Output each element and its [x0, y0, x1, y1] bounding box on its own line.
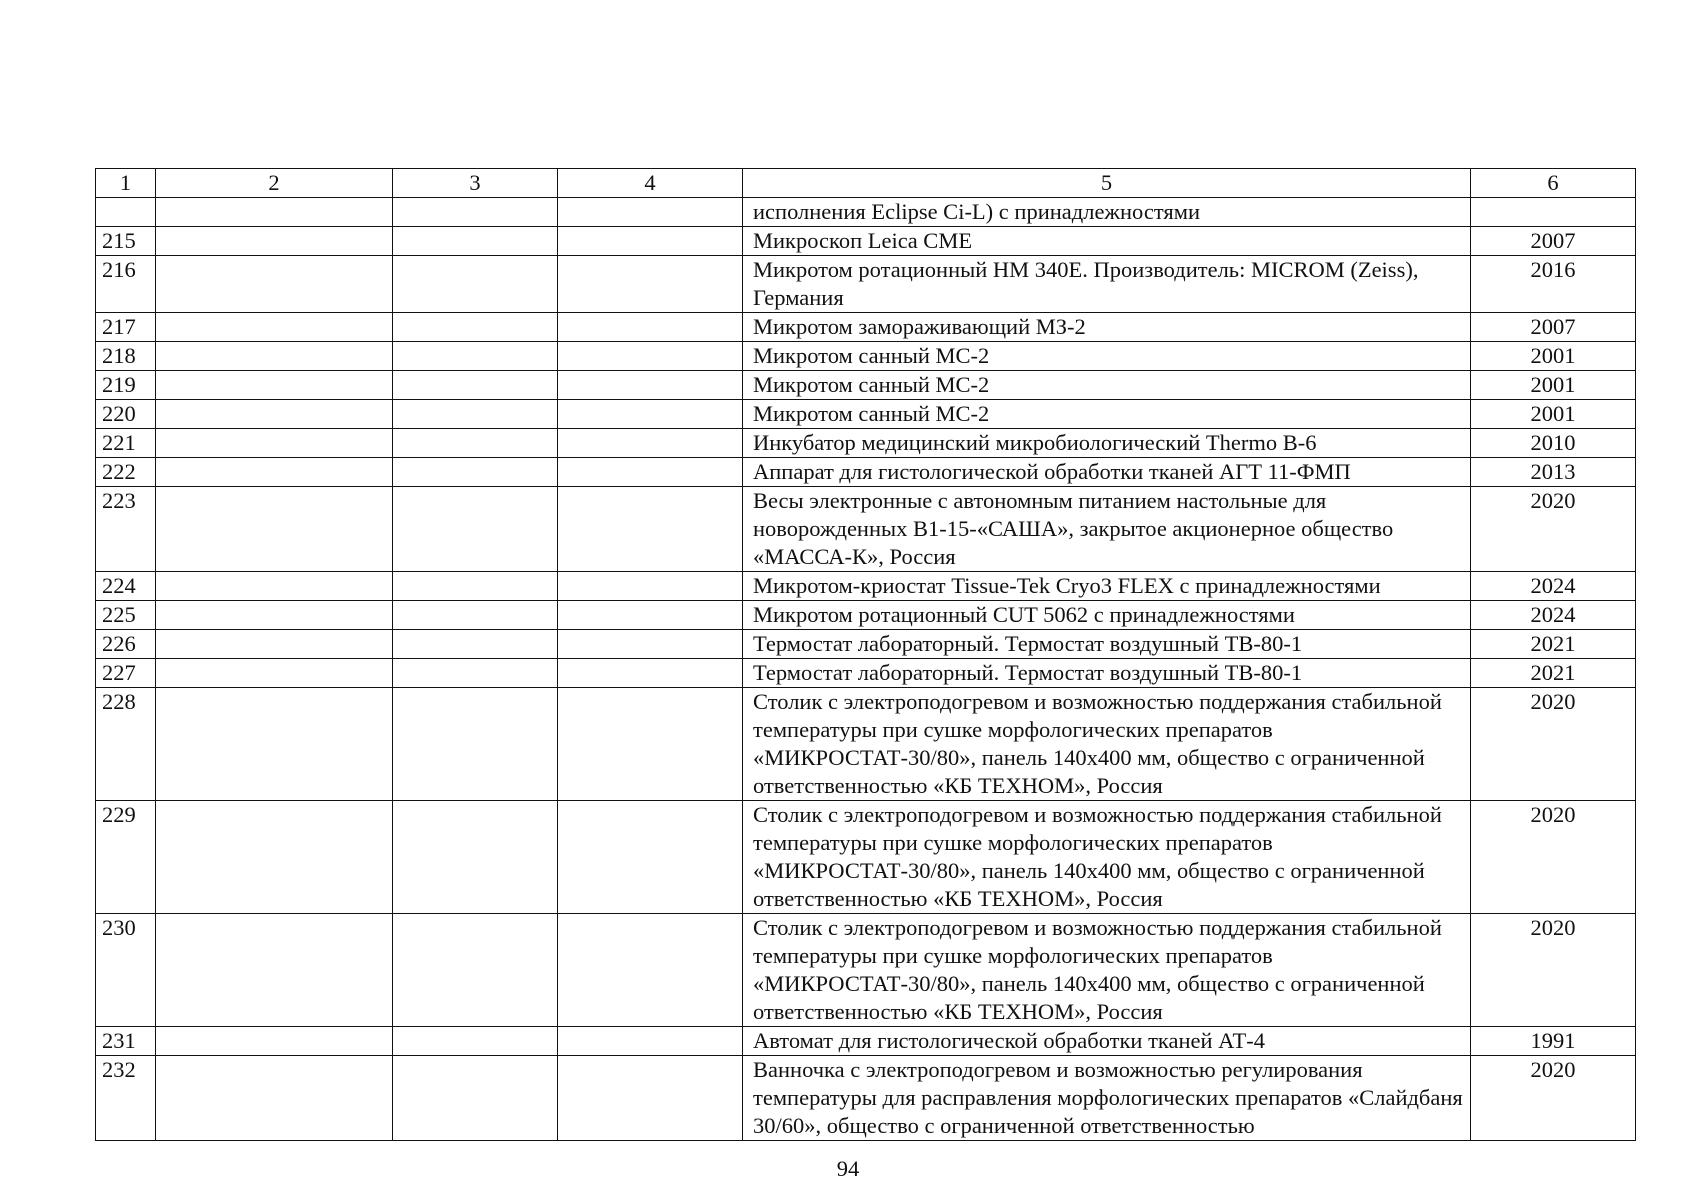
year-of-manufacture: 2020 [1471, 914, 1636, 1027]
cell-col-4 [558, 198, 743, 227]
row-number: 215 [96, 227, 156, 256]
cell-col-2 [156, 227, 393, 256]
year-of-manufacture: 2007 [1471, 313, 1636, 342]
cell-col-2 [156, 1027, 393, 1056]
cell-col-3 [393, 1027, 558, 1056]
cell-col-4 [558, 313, 743, 342]
row-number: 230 [96, 914, 156, 1027]
cell-col-3 [393, 601, 558, 630]
cell-col-3 [393, 371, 558, 400]
year-of-manufacture: 2021 [1471, 659, 1636, 688]
year-of-manufacture: 2020 [1471, 688, 1636, 801]
table-row [96, 1056, 1636, 1141]
year-of-manufacture: 2001 [1471, 371, 1636, 400]
column-header-5: 5 [743, 169, 1471, 198]
cell-col-2 [156, 371, 393, 400]
equipment-name: Автомат для гистологической обработки тканей АТ-4 [743, 1027, 1471, 1056]
table-row [96, 630, 1636, 659]
equipment-name: исполнения Eclipse Ci-L) с принадлежностями [743, 198, 1471, 227]
year-of-manufacture: 2010 [1471, 429, 1636, 458]
cell-col-2 [156, 198, 393, 227]
table-row [96, 313, 1636, 342]
table-row [96, 659, 1636, 688]
cell-col-2 [156, 400, 393, 429]
column-header-3: 3 [393, 169, 558, 198]
cell-col-4 [558, 659, 743, 688]
equipment-name: Микроскоп Leica CME [743, 227, 1471, 256]
table-row [96, 914, 1636, 1027]
cell-col-3 [393, 198, 558, 227]
row-number [96, 198, 156, 227]
cell-col-3 [393, 227, 558, 256]
year-of-manufacture: 2021 [1471, 630, 1636, 659]
year-of-manufacture: 2020 [1471, 801, 1636, 914]
cell-col-3 [393, 572, 558, 601]
cell-col-2 [156, 256, 393, 313]
year-of-manufacture: 2001 [1471, 400, 1636, 429]
year-of-manufacture: 2024 [1471, 572, 1636, 601]
cell-col-3 [393, 630, 558, 659]
column-header-6: 6 [1471, 169, 1636, 198]
equipment-name: Термостат лабораторный. Термостат воздушный ТВ-80-1 [743, 630, 1471, 659]
cell-col-4 [558, 601, 743, 630]
table-row [96, 198, 1636, 227]
year-of-manufacture: 2013 [1471, 458, 1636, 487]
year-of-manufacture: 2020 [1471, 487, 1636, 572]
column-header-4: 4 [558, 169, 743, 198]
cell-col-4 [558, 342, 743, 371]
cell-col-2 [156, 801, 393, 914]
cell-col-2 [156, 572, 393, 601]
cell-col-4 [558, 1027, 743, 1056]
equipment-name: Микротом санный МС-2 [743, 400, 1471, 429]
table-row [96, 342, 1636, 371]
column-header-1: 1 [96, 169, 156, 198]
cell-col-3 [393, 487, 558, 572]
row-number: 220 [96, 400, 156, 429]
cell-col-3 [393, 688, 558, 801]
equipment-name: Ванночка с электроподогревом и возможностью регулирования температуры для расправления морфологических препаратов «Слайдбаня 30/60», общество с ограниченной ответственностью [743, 1056, 1471, 1141]
cell-col-4 [558, 429, 743, 458]
year-of-manufacture: 2016 [1471, 256, 1636, 313]
equipment-name: Микротом замораживающий МЗ-2 [743, 313, 1471, 342]
equipment-name: Весы электронные с автономным питанием настольные для новорожденных В1-15-«САША», закрытое акционерное общество «МАССА-К», Россия [743, 487, 1471, 572]
cell-col-3 [393, 342, 558, 371]
column-header-2: 2 [156, 169, 393, 198]
cell-col-3 [393, 801, 558, 914]
cell-col-4 [558, 400, 743, 429]
year-of-manufacture: 2020 [1471, 1056, 1636, 1141]
row-number: 226 [96, 630, 156, 659]
row-number: 216 [96, 256, 156, 313]
cell-col-4 [558, 801, 743, 914]
cell-col-3 [393, 1056, 558, 1141]
year-of-manufacture: 1991 [1471, 1027, 1636, 1056]
year-of-manufacture: 2007 [1471, 227, 1636, 256]
cell-col-2 [156, 429, 393, 458]
cell-col-4 [558, 572, 743, 601]
table-row [96, 688, 1636, 801]
table-row [96, 487, 1636, 572]
cell-col-3 [393, 458, 558, 487]
equipment-table [95, 168, 1636, 1141]
table-row [96, 458, 1636, 487]
cell-col-3 [393, 659, 558, 688]
row-number: 227 [96, 659, 156, 688]
table-row [96, 1027, 1636, 1056]
cell-col-2 [156, 601, 393, 630]
row-number: 222 [96, 458, 156, 487]
year-of-manufacture: 2001 [1471, 342, 1636, 371]
cell-col-4 [558, 256, 743, 313]
cell-col-3 [393, 313, 558, 342]
cell-col-2 [156, 630, 393, 659]
cell-col-4 [558, 487, 743, 572]
equipment-name: Микротом-криостат Tissue-Tek Cryo3 FLEX с принадлежностями [743, 572, 1471, 601]
table-header-row [96, 169, 1636, 198]
equipment-name: Столик с электроподогревом и возможностью поддержания стабильной температуры при сушке морфологических препаратов «МИКРОСТАТ-30/80», панель 140х400 мм, общество с ограниченной ответственностью «КБ ТЕХНОМ», Россия [743, 801, 1471, 914]
table-row [96, 400, 1636, 429]
row-number: 229 [96, 801, 156, 914]
equipment-name: Термостат лабораторный. Термостат воздушный ТВ-80-1 [743, 659, 1471, 688]
cell-col-4 [558, 1056, 743, 1141]
row-number: 232 [96, 1056, 156, 1141]
table-row [96, 572, 1636, 601]
table-row [96, 801, 1636, 914]
row-number: 231 [96, 1027, 156, 1056]
equipment-name: Аппарат для гистологической обработки тканей АГТ 11-ФМП [743, 458, 1471, 487]
equipment-name: Инкубатор медицинский микробиологический Thermo B-6 [743, 429, 1471, 458]
table-row [96, 601, 1636, 630]
cell-col-2 [156, 688, 393, 801]
cell-col-2 [156, 342, 393, 371]
row-number: 217 [96, 313, 156, 342]
year-of-manufacture: 2024 [1471, 601, 1636, 630]
year-of-manufacture [1471, 198, 1636, 227]
row-number: 225 [96, 601, 156, 630]
row-number: 218 [96, 342, 156, 371]
cell-col-3 [393, 914, 558, 1027]
cell-col-2 [156, 458, 393, 487]
table-body [96, 198, 1636, 1141]
equipment-name: Микротом санный МС-2 [743, 371, 1471, 400]
equipment-name: Столик с электроподогревом и возможностью поддержания стабильной температуры при сушке морфологических препаратов «МИКРОСТАТ-30/80», панель 140х400 мм, общество с ограниченной ответственностью «КБ ТЕХНОМ», Россия [743, 688, 1471, 801]
cell-col-4 [558, 227, 743, 256]
equipment-name: Столик с электроподогревом и возможностью поддержания стабильной температуры при сушке морфологических препаратов «МИКРОСТАТ-30/80», панель 140х400 мм, общество с ограниченной ответственностью «КБ ТЕХНОМ», Россия [743, 914, 1471, 1027]
row-number: 224 [96, 572, 156, 601]
cell-col-4 [558, 630, 743, 659]
table-row [96, 227, 1636, 256]
cell-col-3 [393, 256, 558, 313]
cell-col-2 [156, 487, 393, 572]
equipment-name: Микротом санный МС-2 [743, 342, 1471, 371]
table-row [96, 256, 1636, 313]
equipment-name: Микротом ротационный CUT 5062 с принадлежностями [743, 601, 1471, 630]
row-number: 219 [96, 371, 156, 400]
equipment-name: Микротом ротационный HM 340E. Производитель: MICROM (Zeiss), Германия [743, 256, 1471, 313]
cell-col-2 [156, 313, 393, 342]
cell-col-4 [558, 371, 743, 400]
cell-col-2 [156, 659, 393, 688]
table-row [96, 371, 1636, 400]
cell-col-4 [558, 458, 743, 487]
row-number: 228 [96, 688, 156, 801]
cell-col-3 [393, 400, 558, 429]
cell-col-2 [156, 1056, 393, 1141]
page-number: 94 [836, 1156, 860, 1181]
row-number: 221 [96, 429, 156, 458]
cell-col-2 [156, 914, 393, 1027]
cell-col-3 [393, 429, 558, 458]
row-number: 223 [96, 487, 156, 572]
cell-col-4 [558, 914, 743, 1027]
table-row [96, 429, 1636, 458]
cell-col-4 [558, 688, 743, 801]
